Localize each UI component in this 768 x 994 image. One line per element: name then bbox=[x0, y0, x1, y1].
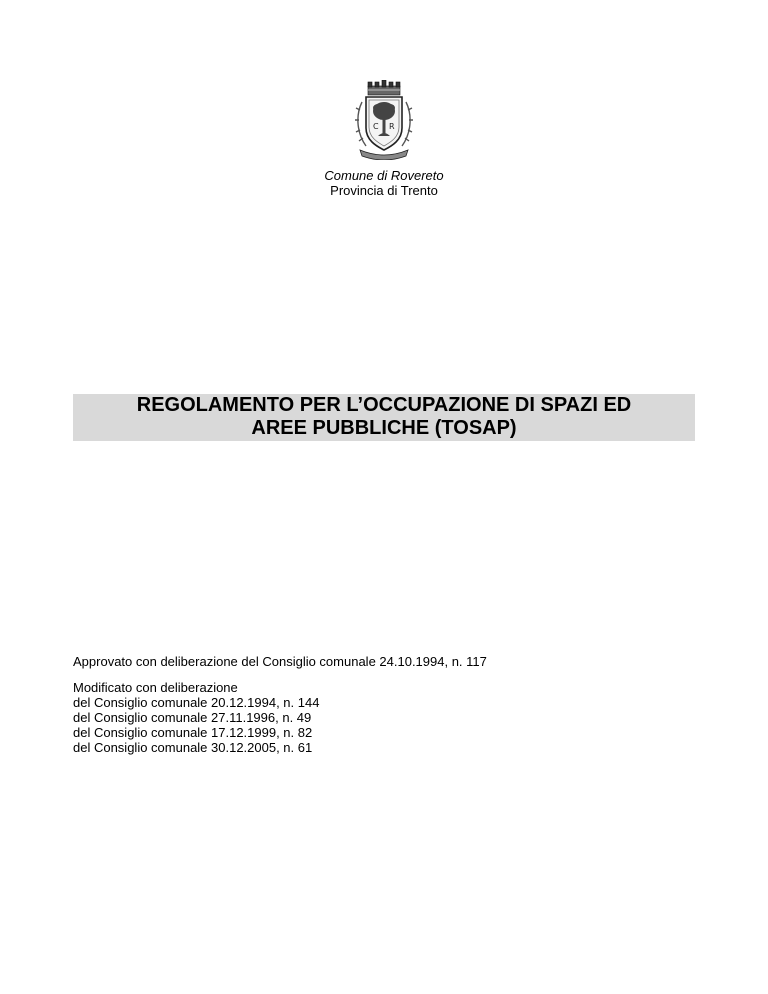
title-line-2: AREE PUBBLICHE (TOSAP) bbox=[251, 417, 517, 439]
modification-item: del Consiglio comunale 30.12.2005, n. 61 bbox=[73, 740, 313, 755]
crest-letter-r: R bbox=[389, 122, 395, 131]
modification-item: del Consiglio comunale 17.12.1999, n. 82 bbox=[73, 725, 313, 740]
modification-item: del Consiglio comunale 27.11.1996, n. 49 bbox=[73, 710, 312, 725]
province-name: Provincia di Trento bbox=[330, 183, 438, 198]
title-line-1: REGOLAMENTO PER L’OCCUPAZIONE DI SPAZI ED bbox=[136, 394, 632, 416]
crest-letter-c: C bbox=[373, 122, 379, 131]
modifications-list bbox=[73, 680, 319, 755]
modification-item: del Consiglio comunale 20.12.1994, n. 144 bbox=[73, 695, 320, 710]
modifications-heading: Modificato con deliberazione bbox=[73, 680, 238, 695]
municipality-name: Comune di Rovereto bbox=[324, 168, 444, 183]
rovereto-coat-of-arms-icon bbox=[352, 80, 416, 160]
approval-note: Approvato con deliberazione del Consiglio comunale 24.10.1994, n. 117 bbox=[73, 654, 487, 669]
document-title bbox=[73, 394, 695, 441]
